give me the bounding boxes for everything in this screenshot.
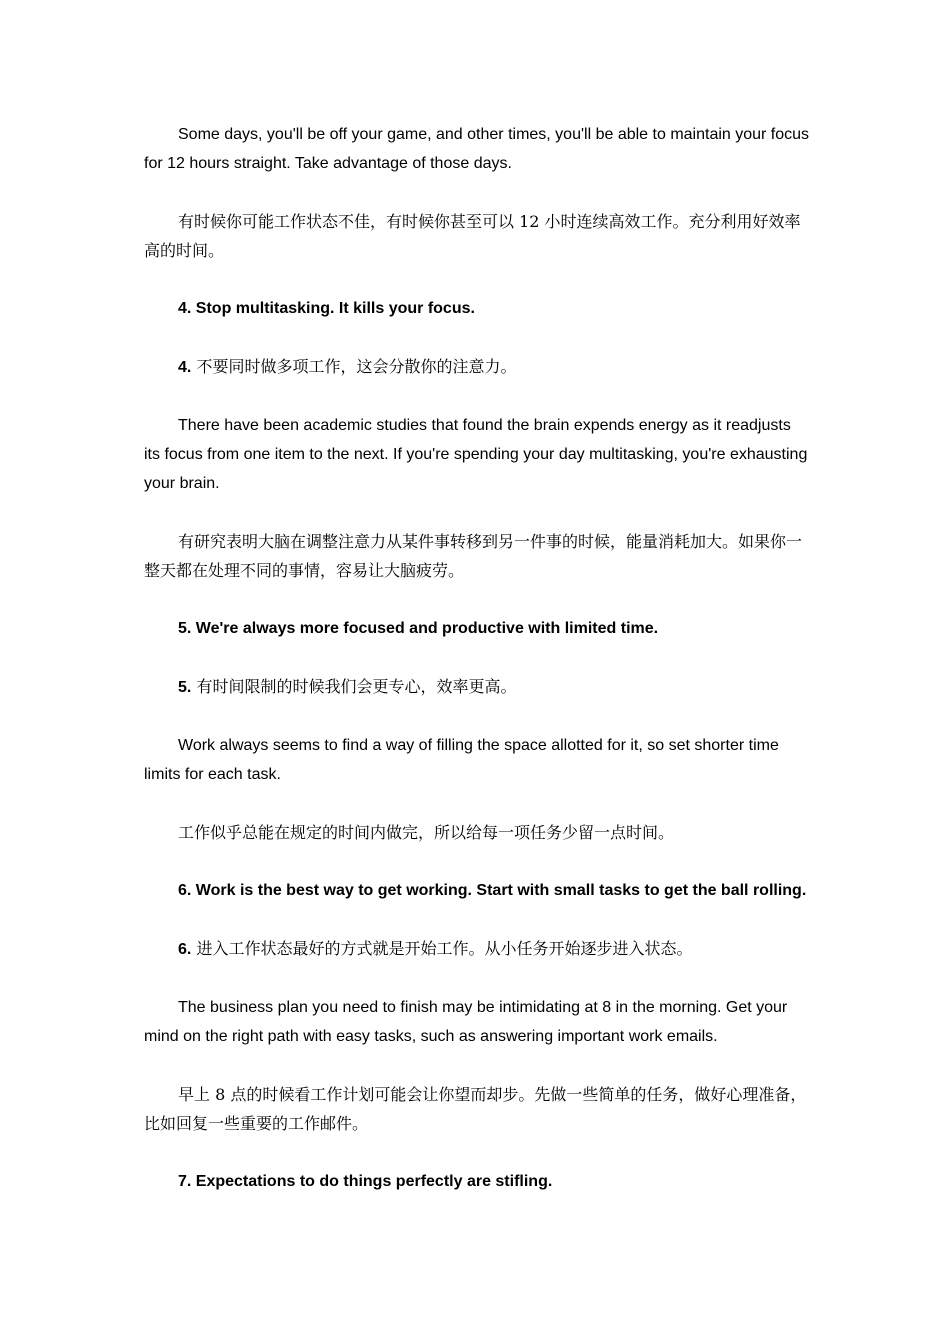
document-body [144, 120, 810, 1196]
paragraph-zh: 有时候你可能工作状态不佳，有时候你甚至可以 12 小时连续高效工作。充分利用好效率高的时间。 [144, 212, 801, 260]
section-heading-en: 5. We're always more focused and productive with limited time. [178, 620, 659, 637]
paragraph-en: Some days, you'll be off your game, and other times, you'll be able to maintain your focus for 12 hours straight. Take advantage of those days. [144, 126, 810, 172]
paragraph-zh: 早上 8 点的时候看工作计划可能会让你望而却步。先做一些简单的任务，做好心理准备，比如回复一些重要的工作邮件。 [144, 1085, 807, 1133]
paragraph-zh: 有研究表明大脑在调整注意力从某件事转移到另一件事的时候，能量消耗加大。如果你一整天都在处理不同的事情，容易让大脑疲劳。 [144, 532, 803, 580]
paragraph-en: The business plan you need to finish may be intimidating at 8 in the morning. Get your mind on the right path with easy tasks, such as answering important work emails. [144, 999, 788, 1045]
section-heading-zh [144, 934, 810, 964]
paragraph-zh: 工作似乎总能在规定的时间内做完，所以给每一项任务少留一点时间。 [178, 823, 675, 842]
section-heading-zh [144, 352, 810, 382]
section-heading-zh-text: 进入工作状态最好的方式就是开始工作。从小任务开始逐步进入状态。 [196, 939, 693, 958]
section-heading-zh-text: 不要同时做多项工作，这会分散你的注意力。 [196, 357, 517, 376]
paragraph-en: There have been academic studies that found the brain expends energy as it readjusts its focus from one item to the next. If you're spending your day multitasking, you're exhausting your brain. [144, 417, 808, 492]
section-heading-zh [144, 672, 810, 702]
section-number: 4. [178, 359, 192, 376]
section-heading-en: 4. Stop multitasking. It kills your focus. [178, 300, 475, 317]
section-heading-zh-text: 有时间限制的时候我们会更专心，效率更高。 [196, 677, 517, 696]
section-number: 5. [178, 679, 192, 696]
section-heading-en: 6. Work is the best way to get working. Start with small tasks to get the ball rolling. [178, 882, 807, 899]
section-number: 6. [178, 941, 192, 958]
paragraph-en: Work always seems to find a way of filling the space allotted for it, so set shorter time limits for each task. [144, 737, 779, 783]
section-heading-en: 7. Expectations to do things perfectly are stifling. [178, 1173, 553, 1190]
